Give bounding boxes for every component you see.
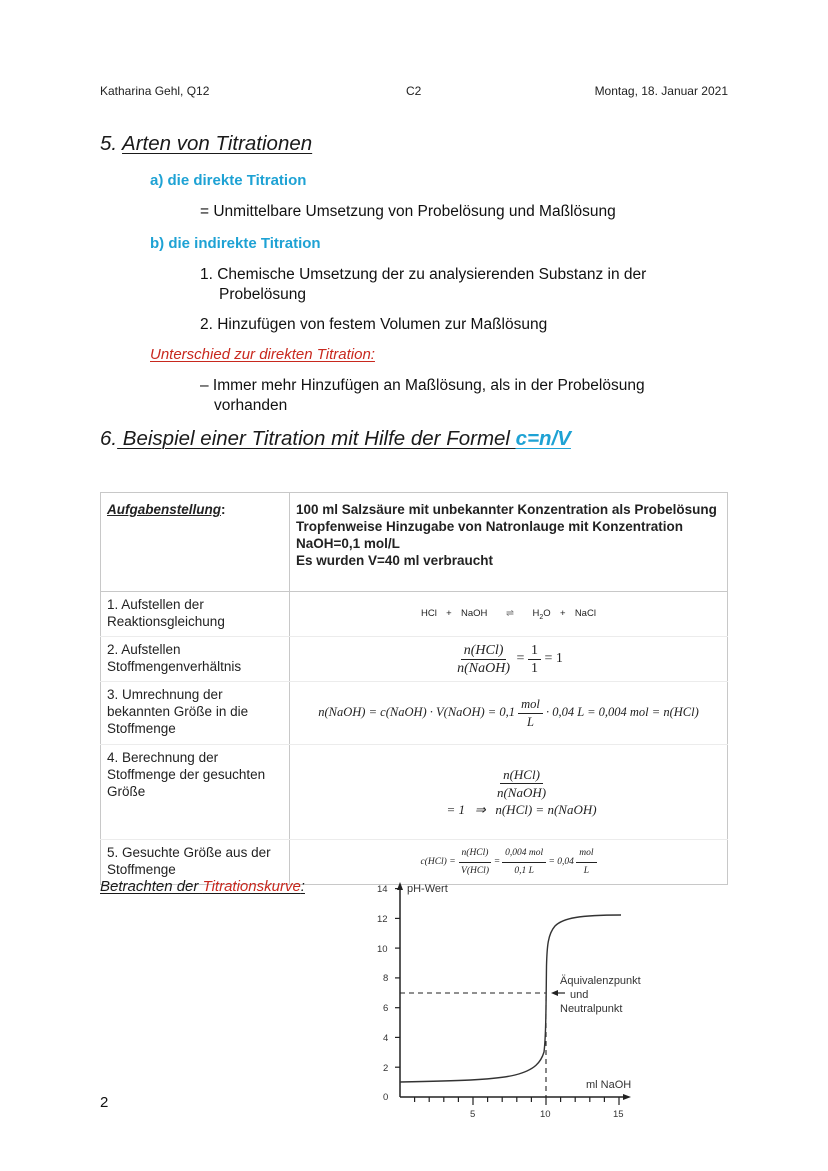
svg-text:14: 14 (377, 884, 388, 895)
section-6-title: Beispiel einer Titration mit Hilfe der Formel (117, 427, 516, 450)
section-6-heading (100, 427, 571, 451)
svg-text:10: 10 (377, 944, 388, 955)
task-header-label: Aufgabenstellung (107, 502, 221, 517)
svg-text:4: 4 (383, 1033, 389, 1044)
annotation-equivalence: Äquivalenzpunkt (560, 975, 641, 987)
task-description-cell (290, 493, 728, 592)
task-table (100, 492, 728, 885)
section-5-heading (100, 132, 312, 156)
difference-line2: vorhanden (214, 397, 288, 414)
svg-text:10: 10 (540, 1109, 551, 1120)
substance-amount-formula: $\frac{\text{n(HCl)}}{\text{n(NaOH)}}$ = 1 ⇒ n(HCl) = n(NaOH) (290, 745, 728, 840)
difference-text (200, 376, 645, 416)
y-tick-labels (377, 884, 388, 1103)
task-line: Es wurden V=40 ml verbraucht (296, 553, 493, 568)
indirect-titration-label: b) die indirekte Titration (150, 235, 321, 252)
concentration-formula: c(HCl) = $\frac{\text{n(HCl)}}{\text{V(HCl)}}$ = $\frac{\text{0,004 mol}}{0,1 L}$ = 0,04 $\frac{\text{mol}}{L}$ (290, 840, 728, 885)
conversion-formula: n(NaOH) = c(NaOH) · V(NaOH) = 0,1 $\frac{\text{mol}}{L}$ · 0,04 L = 0,004 mol = n(HCl) (290, 682, 728, 745)
annotation-neutral: Neutralpunkt (560, 1003, 623, 1015)
step-label: 1. Aufstellen der Reaktionsgleichung (101, 592, 290, 637)
indirect-step-1-line1: 1. Chemische Umsetzung der zu analysierenden Substanz in der (200, 266, 647, 283)
header-date: Montag, 18. Januar 2021 (594, 84, 728, 98)
table-row (101, 682, 728, 745)
x-axis-arrow-icon (623, 1094, 631, 1100)
annotation-arrow-icon (551, 990, 558, 996)
annotation-and: und (570, 989, 589, 1001)
table-row (101, 592, 728, 637)
direct-titration-text: = Unmittelbare Umsetzung von Probelösung und Maßlösung (200, 203, 616, 220)
indirect-step-1-line2: Probelösung (219, 286, 307, 303)
header-course: C2 (406, 84, 422, 98)
section-6-formula: c=n/V (515, 427, 571, 450)
svg-text:2: 2 (383, 1063, 389, 1074)
header-author: Katharina Gehl, Q12 (100, 84, 210, 98)
page-number: 2 (100, 1094, 109, 1111)
x-ticks (415, 1097, 619, 1105)
indirect-step-1 (200, 265, 646, 305)
section-5-title: Arten von Titrationen (122, 132, 313, 155)
table-row (101, 637, 728, 682)
titration-curve-chart (365, 876, 655, 1126)
step-label: 2. Aufstellen Stoffmengenverhältnis (101, 637, 290, 682)
svg-text:15: 15 (613, 1109, 624, 1120)
task-header-label-cell: Aufgabenstellung: (101, 493, 290, 592)
svg-text:5: 5 (470, 1109, 476, 1120)
task-line: Tropfenweise Hinzugabe von Natronlauge mit Konzentration (296, 519, 684, 534)
equilibrium-arrow-icon: ⇌ (505, 607, 514, 619)
direct-titration-label: a) die direkte Titration (150, 172, 307, 189)
task-header-row (101, 493, 728, 592)
curve-section-label: Betrachten der Titrationskurve: (100, 878, 305, 895)
step-label: 3. Umrechnung der bekannten Größe in die Stoffmenge (101, 682, 290, 745)
step-label: 5. Gesuchte Größe aus der Stoffmenge (101, 840, 290, 885)
section-5-number: 5. (100, 132, 118, 155)
x-axis-label: ml NaOH (586, 1079, 632, 1091)
x-tick-labels (470, 1109, 624, 1120)
task-line: 100 ml Salzsäure mit unbekannter Konzentration als Probelösung (296, 502, 717, 517)
svg-text:12: 12 (377, 914, 388, 925)
svg-text:6: 6 (383, 1003, 389, 1014)
y-axis-label: pH-Wert (407, 883, 448, 895)
indirect-step-2: 2. Hinzufügen von festem Volumen zur Maßlösung (200, 316, 548, 333)
difference-label: Unterschied zur direkten Titration: (150, 346, 375, 363)
reaction-equation: HCl + NaOH ⇌ $H_2O$ + NaCl (290, 592, 728, 637)
section-6-number: 6. (100, 427, 118, 450)
step-label: 4. Berechnung der Stoffmenge der gesuchten Größe (101, 745, 290, 840)
ratio-formula: $\frac{\text{n(HCl)}}{\text{n(NaOH)}}$ = $\frac{1}{1}$ = 1 (290, 637, 728, 682)
svg-text:0: 0 (383, 1092, 389, 1103)
svg-text:8: 8 (383, 973, 389, 984)
curve-highlight: Titrationskurve (202, 878, 301, 895)
difference-line1: – Immer mehr Hinzufügen an Maßlösung, als in der Probelösung (200, 377, 645, 394)
table-row (101, 745, 728, 840)
task-line: NaOH=0,1 mol/L (296, 536, 400, 551)
